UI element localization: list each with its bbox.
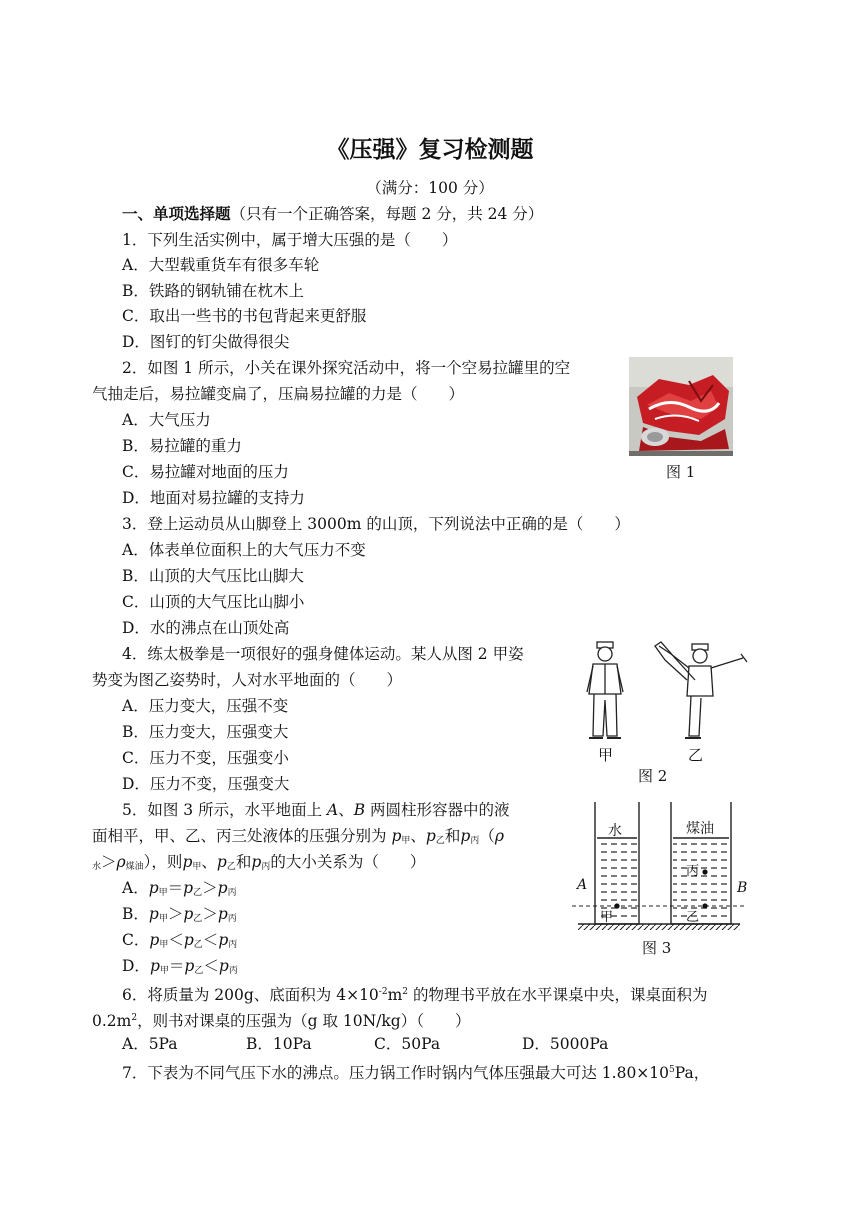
- q4-option-b: B．压力变大，压强变大: [122, 723, 289, 741]
- q5-var-b: B: [353, 801, 366, 819]
- q5-p: p: [183, 905, 194, 923]
- q5-op: ＞: [101, 853, 117, 871]
- q5-sub: 乙: [194, 966, 204, 976]
- q5-p: p: [460, 827, 471, 845]
- q5-p: p: [149, 931, 160, 949]
- q5-p: p: [425, 827, 436, 845]
- q5-p: p: [148, 879, 159, 897]
- figure-2-taichi-poses: [575, 640, 750, 742]
- figure-3-caption: 图 3: [642, 939, 672, 957]
- q5-p: p: [217, 905, 228, 923]
- figure-1-caption: 图 1: [666, 463, 696, 481]
- q5-op: ＜: [168, 931, 184, 949]
- q1-option-c: C．取出一些书的书包背起来更舒服: [122, 307, 367, 325]
- q5-p: p: [148, 905, 159, 923]
- q5-option-letter: A．: [122, 879, 149, 897]
- q3-option-b: B．山顶的大气压比山脚大: [122, 567, 304, 585]
- figure-2-label-jia: 甲: [598, 746, 614, 764]
- q5-p: p: [218, 931, 229, 949]
- q5-sub: 甲: [159, 940, 169, 950]
- q5-sub: 乙: [193, 914, 203, 924]
- q5-sep: 、: [201, 853, 217, 871]
- q5-sub: 甲: [158, 888, 168, 898]
- q5-sub: 丙: [470, 836, 480, 846]
- q4-option-d: D．压力不变，压强变大: [122, 775, 290, 793]
- q5-p: p: [216, 853, 227, 871]
- q5-sub: 乙: [435, 836, 445, 846]
- q3-option-c: C．山顶的大气压比山脚小: [122, 593, 305, 611]
- q4-stem-line1: 4．练太极拳是一项很好的强身健体运动。某人从图 2 甲姿: [122, 645, 524, 663]
- q5-op: ＞: [202, 905, 218, 923]
- q5-sep: 、: [410, 827, 426, 845]
- fig3-point-jia: 甲: [600, 910, 614, 925]
- q5-option-c: [122, 930, 237, 955]
- q6-option-b: B．10Pa: [246, 1035, 312, 1053]
- q5-sep: 和: [235, 853, 252, 871]
- fig3-point-yi: 乙: [686, 910, 700, 925]
- q5-op: ＞: [167, 905, 184, 923]
- fig3-label-a: A: [577, 877, 588, 893]
- figure-2-caption: 图 2: [638, 767, 668, 785]
- fig3-label-kerosene: 煤油: [686, 821, 714, 837]
- q5-sub: 煤油: [125, 862, 144, 872]
- q5-op: ＝: [167, 879, 184, 897]
- q4-option-c: C．压力不变，压强变小: [122, 749, 289, 767]
- q6-exp: -2: [378, 987, 388, 997]
- q2-stem-line1: 2．如图 1 所示，小关在课外探究活动中，将一个空易拉罐里的空: [122, 359, 571, 377]
- q5-sub: 甲: [159, 966, 169, 976]
- q5-option-d: [122, 956, 238, 981]
- q1-stem: 1．下列生活实例中，属于增大压强的是（ ）: [122, 231, 458, 249]
- q5-sub: 乙: [193, 888, 203, 898]
- q6-option-c: C．50Pa: [374, 1035, 441, 1053]
- q5-rho: ρ: [494, 827, 504, 845]
- q5-option-b: [122, 904, 237, 929]
- q6-option-a: A．5Pa: [122, 1035, 178, 1053]
- fig3-label-water: 水: [608, 823, 622, 839]
- q5-sub: 甲: [401, 836, 411, 846]
- q6-stem-line1: [122, 982, 707, 1005]
- score-note: （满分：100 分）: [366, 179, 494, 197]
- q5-sub: 丙: [228, 940, 238, 950]
- q2-option-b: B．易拉罐的重力: [122, 437, 242, 455]
- q6-text: m: [387, 986, 403, 1005]
- q2-option-a: A．大气压力: [122, 411, 211, 429]
- q6-option-d: D．5000Pa: [522, 1035, 609, 1053]
- q5-stem-line2: [92, 826, 504, 851]
- q5-option-letter: C．: [122, 931, 150, 949]
- q5-p: p: [218, 957, 229, 975]
- q5-p: p: [183, 931, 194, 949]
- q5-op: ＞: [202, 879, 218, 897]
- q5-rho: ρ: [116, 853, 126, 871]
- q5-var-a: A: [327, 801, 339, 819]
- q3-option-d: D．水的沸点在山顶处高: [122, 619, 290, 637]
- q5-op: ＜: [202, 931, 219, 949]
- q5-sub: 甲: [192, 862, 202, 872]
- q5-sep: （: [479, 827, 495, 845]
- q5-p: p: [217, 879, 228, 897]
- q5-sep: 和: [444, 827, 461, 845]
- q5-option-letter: B．: [122, 905, 149, 923]
- q2-option-c: C．易拉罐对地面的压力: [122, 463, 289, 481]
- figure-1-crushed-can: [629, 357, 733, 456]
- q5-p: p: [251, 853, 262, 871]
- q6-text: 0.2m: [92, 1012, 132, 1031]
- q5-p: p: [391, 827, 402, 845]
- section-title: 一、单项选择题: [122, 204, 231, 223]
- q3-option-a: A．体表单位面积上的大气压力不变: [122, 541, 366, 559]
- fig3-point-bing: 丙: [686, 864, 700, 879]
- section-heading: [122, 204, 543, 224]
- q5-p: p: [184, 957, 195, 975]
- q5-sub: 丙: [227, 888, 237, 898]
- q5-text: 、: [338, 801, 354, 819]
- q6-stem-line2: [92, 1008, 470, 1031]
- q5-option-letter: D．: [122, 957, 150, 975]
- q7-text: Pa，: [674, 1064, 710, 1083]
- page-title: 《压强》复习检测题: [326, 137, 534, 163]
- q4-stem-line2: 势变为图乙姿势时，人对水平地面的（ ）: [92, 671, 403, 689]
- q5-stem-line3: [92, 852, 425, 877]
- section-note: （只有一个正确答案，每题 2 分，共 24 分）: [230, 205, 544, 223]
- q6-exp: 2: [131, 1013, 138, 1023]
- q5-p: p: [183, 879, 194, 897]
- q5-text: 的大小关系为（ ）: [270, 853, 426, 871]
- q5-sub: 丙: [228, 966, 238, 976]
- q1-option-a: A．大型载重货车有很多车轮: [122, 256, 320, 274]
- q6-exp: 2: [402, 987, 409, 997]
- q5-stem-line1: [122, 800, 510, 820]
- figure-2-label-yi: 乙: [688, 746, 704, 764]
- q5-sub: 丙: [261, 862, 271, 872]
- q5-sub: 甲: [158, 914, 168, 924]
- q6-text: 6．将质量为 200g、底面积为 4×10: [122, 986, 379, 1005]
- q6-text: ，则书对课桌的压强为（g 取 10N/kg）（ ）: [137, 1012, 471, 1031]
- q5-op: ＝: [168, 957, 185, 975]
- q5-option-a: [122, 878, 237, 903]
- q2-option-d: D．地面对易拉罐的支持力: [122, 489, 305, 507]
- q5-p: p: [149, 957, 160, 975]
- figure-3-containers: [570, 800, 748, 935]
- q5-text: 两圆柱形容器中的液: [365, 801, 510, 819]
- q3-stem: 3．登上运动员从山脚登上 3000m 的山顶，下列说法中正确的是（ ）: [122, 515, 630, 533]
- fig3-label-b: B: [737, 880, 748, 896]
- q6-text: 的物理书平放在水平课桌中央，课桌面积为: [408, 986, 708, 1005]
- q5-p: p: [182, 853, 193, 871]
- q5-op: ＜: [203, 957, 219, 975]
- q5-sub: 乙: [193, 940, 203, 950]
- q7-text: 7．下表为不同气压下水的沸点。压力锅工作时锅内气体压强最大可达 1.80×10: [122, 1064, 670, 1083]
- q1-option-b: B．铁路的钢轨铺在枕木上: [122, 282, 304, 300]
- q1-option-d: D．图钉的钉尖做得很尖: [122, 333, 290, 351]
- q4-option-a: A．压力变大，压强不变: [122, 697, 289, 715]
- q7-exp: 5: [669, 1065, 675, 1075]
- q5-sub: 丙: [227, 914, 237, 924]
- q5-text: 5．如图 3 所示，水平地面上: [122, 801, 328, 819]
- q5-text: 面相平，甲、乙、丙三处液体的压强分别为: [92, 827, 387, 845]
- q7-stem: [122, 1060, 709, 1083]
- q5-sub: 水: [92, 862, 102, 872]
- q5-sub: 乙: [226, 862, 236, 872]
- q5-text: ），则: [143, 853, 183, 871]
- q2-stem-line2: 气抽走后，易拉罐变扁了，压扁易拉罐的力是（ ）: [92, 385, 465, 403]
